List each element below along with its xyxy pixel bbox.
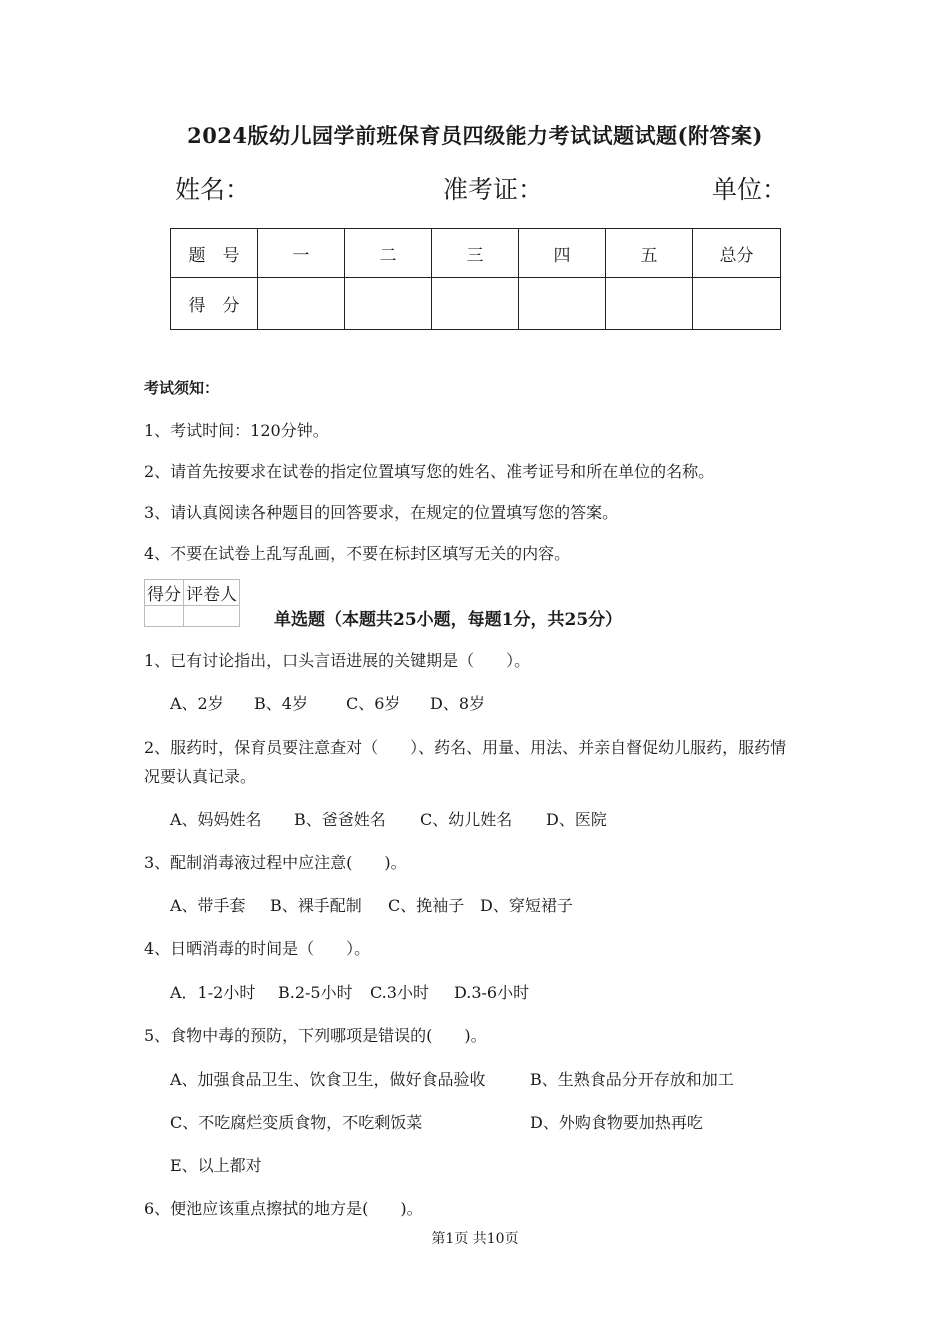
answer-option: D、穿短裙子 — [480, 896, 573, 915]
question-stem-continuation: 况要认真记录。 — [144, 767, 257, 786]
answer-option: D、外购食物要加热再吃 — [530, 1113, 703, 1132]
question-stem: 1、已有讨论指出，口头言语进展的关键期是（ ）。 — [144, 651, 531, 670]
score-table-header-cell: 五 — [606, 229, 693, 278]
grader-box-score-cell — [145, 606, 184, 627]
grader-box-score-label: 得分 — [145, 580, 184, 606]
score-table-header-row — [171, 229, 781, 278]
answer-option: D.3-6小时 — [454, 983, 530, 1002]
answer-option: B、爸爸姓名 — [294, 810, 386, 829]
answer-option: B.2-5小时 — [278, 983, 353, 1002]
unit-field-label: 单位： — [712, 175, 788, 204]
notice-item: 2、请首先按要求在试卷的指定位置填写您的姓名、准考证号和所在单位的名称。 — [144, 462, 715, 481]
question-stem: 5、食物中毒的预防，下列哪项是错误的( )。 — [144, 1026, 487, 1045]
score-cell — [606, 278, 693, 330]
answer-option: D、医院 — [546, 810, 607, 829]
grader-box — [144, 579, 240, 627]
score-table-header-cell: 总分 — [693, 229, 781, 278]
score-table-header-cell: 三 — [432, 229, 519, 278]
score-table-header-cell: 二 — [345, 229, 432, 278]
score-table — [170, 228, 781, 330]
question-stem: 4、日晒消毒的时间是（ ）。 — [144, 939, 371, 958]
notice-heading: 考试须知： — [144, 379, 220, 397]
notice-item: 4、不要在试卷上乱写乱画，不要在标封区填写无关的内容。 — [144, 544, 571, 563]
exam-number-field-label: 准考证： — [443, 175, 544, 204]
answer-option: E、以上都对 — [170, 1156, 262, 1175]
score-cell — [519, 278, 606, 330]
notice-item: 1、考试时间：120分钟。 — [144, 421, 329, 440]
answer-option: B、生熟食品分开存放和加工 — [530, 1070, 734, 1089]
answer-option: A、妈妈姓名 — [170, 810, 262, 829]
notice-item: 3、请认真阅读各种题目的回答要求，在规定的位置填写您的答案。 — [144, 503, 619, 522]
question-stem: 2、服药时，保育员要注意查对（ ）、药名、用量、用法、并亲自督促幼儿服药，服药情 — [144, 738, 787, 757]
score-cell — [693, 278, 781, 330]
answer-option: C、6岁 — [346, 694, 401, 713]
answer-option: A、2岁 — [170, 694, 224, 713]
answer-option: B、裸手配制 — [270, 896, 362, 915]
answer-option: C、不吃腐烂变质食物，不吃剩饭菜 — [170, 1113, 423, 1132]
score-table-header-cell: 四 — [519, 229, 606, 278]
grader-box-grader-label: 评卷人 — [184, 580, 240, 606]
score-table-score-row — [171, 278, 781, 330]
name-field-label: 姓名： — [175, 175, 251, 204]
answer-option: A．1-2小时 — [170, 983, 256, 1002]
answer-option: C、幼儿姓名 — [420, 810, 513, 829]
question-stem: 3、配制消毒液过程中应注意( )。 — [144, 853, 407, 872]
score-cell — [432, 278, 519, 330]
question-stem: 6、便池应该重点擦拭的地方是( )。 — [144, 1199, 423, 1218]
answer-option: C.3小时 — [370, 983, 429, 1002]
answer-option: D、8岁 — [430, 694, 486, 713]
score-table-header-cell: 一 — [258, 229, 345, 278]
score-table-header-cell: 题 号 — [171, 229, 258, 278]
document-title: 2024版幼儿园学前班保育员四级能力考试试题试题(附答案) — [187, 123, 763, 148]
answer-option: A、加强食品卫生、饮食卫生，做好食品验收 — [170, 1070, 486, 1089]
section-title: 单选题（本题共25小题，每题1分，共25分） — [274, 610, 623, 630]
page-footer: 第1页 共10页 — [431, 1231, 519, 1247]
answer-option: B、4岁 — [254, 694, 308, 713]
score-table-row-label: 得 分 — [171, 278, 258, 330]
score-cell — [258, 278, 345, 330]
score-cell — [345, 278, 432, 330]
answer-option: C、挽袖子 — [388, 896, 465, 915]
grader-box-grader-cell — [184, 606, 240, 627]
answer-option: A、带手套 — [170, 896, 246, 915]
